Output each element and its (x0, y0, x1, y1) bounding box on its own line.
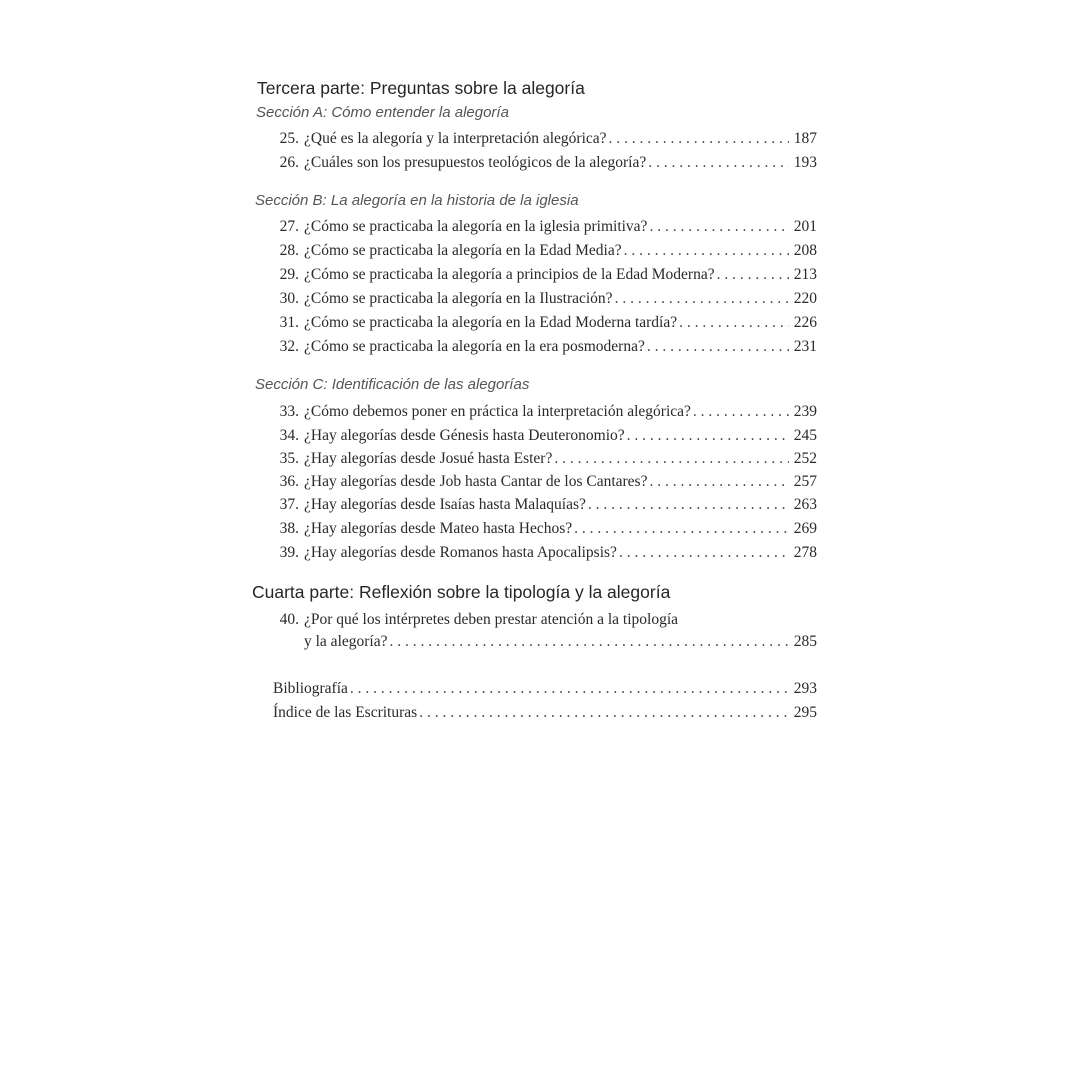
entry-number: 26. (279, 154, 299, 171)
entry-number: 25. (279, 130, 299, 147)
dot-leader (679, 314, 789, 332)
entry-page-number: 263 (793, 496, 817, 513)
entry-number: 35. (279, 450, 299, 467)
part-three-heading: Tercera parte: Preguntas sobre la alegoría (257, 78, 585, 98)
dot-leader (609, 130, 789, 148)
dot-leader (648, 154, 789, 172)
dot-leader (350, 680, 789, 698)
entry-page-number: 213 (793, 266, 817, 283)
toc-entry-32[interactable] (273, 338, 817, 360)
dot-leader (588, 496, 789, 514)
entry-title: ¿Cómo se practicaba la alegoría en la Edad Media? (304, 242, 622, 259)
entry-number: 30. (279, 290, 299, 307)
entry-page-number: 269 (793, 520, 817, 537)
entry-number: 29. (279, 266, 299, 283)
section-a-heading: Sección A: Cómo entender la alegoría (256, 104, 509, 121)
entry-title: ¿Hay alegorías desde Romanos hasta Apocalipsis? (304, 544, 617, 561)
entry-title: ¿Cómo se practicaba la alegoría en la era posmoderna? (304, 338, 645, 355)
entry-title: ¿Cómo debemos poner en práctica la interpretación alegórica? (304, 403, 691, 420)
toc-entry-bibliografia[interactable] (273, 680, 817, 702)
entry-title: ¿Cómo se practicaba la alegoría en la iglesia primitiva? (304, 218, 648, 235)
toc-entry-indice-escrituras[interactable] (273, 704, 817, 726)
dot-leader (649, 473, 788, 491)
dot-leader (649, 218, 788, 236)
entry-title: ¿Hay alegorías desde Mateo hasta Hechos? (304, 520, 573, 537)
dot-leader (647, 338, 789, 356)
entry-title: ¿Hay alegorías desde Génesis hasta Deuteronomio? (304, 427, 625, 444)
entry-title: Bibliografía (273, 680, 348, 697)
entry-page-number: 231 (793, 338, 817, 355)
entry-number: 28. (279, 242, 299, 259)
entry-number: 37. (279, 496, 299, 513)
entry-page-number: 252 (793, 450, 817, 467)
toc-entry-38[interactable] (273, 520, 817, 542)
toc-entry-27[interactable] (273, 218, 817, 240)
entry-number: 33. (279, 403, 299, 420)
entry-page-number: 257 (793, 473, 817, 490)
entry-title: ¿Hay alegorías desde Job hasta Cantar de los Cantares? (304, 473, 648, 490)
dot-leader (554, 450, 788, 468)
toc-entry-37[interactable] (273, 496, 817, 518)
entry-title-continuation: y la alegoría? (304, 633, 388, 650)
entry-number: 38. (279, 520, 299, 537)
entry-title: ¿Cuáles son los presupuestos teológicos de la alegoría? (304, 154, 647, 171)
entry-page-number: 278 (793, 544, 817, 561)
entry-page-number: 285 (793, 633, 817, 650)
toc-entry-36[interactable] (273, 473, 817, 495)
entry-title: ¿Hay alegorías desde Josué hasta Ester? (304, 450, 553, 467)
section-c-heading: Sección C: Identificación de las alegorías (255, 376, 530, 393)
dot-leader (627, 427, 789, 445)
toc-entry-28[interactable] (273, 242, 817, 264)
entry-page-number: 239 (793, 403, 817, 420)
toc-entry-26[interactable] (273, 154, 817, 176)
entry-page-number: 245 (793, 427, 817, 444)
entry-page-number: 220 (793, 290, 817, 307)
entry-title: ¿Cómo se practicaba la alegoría en la Ilustración? (304, 290, 613, 307)
toc-entry-39[interactable] (273, 544, 817, 566)
entry-number: 34. (279, 427, 299, 444)
entry-page-number: 187 (793, 130, 817, 147)
dot-leader (615, 290, 789, 308)
dot-leader (693, 403, 789, 421)
part-four-heading: Cuarta parte: Reflexión sobre la tipología y la alegoría (252, 582, 671, 602)
toc-entry-30[interactable] (273, 290, 817, 312)
entry-number: 40. (279, 611, 299, 628)
entry-page-number: 295 (793, 704, 817, 721)
entry-number: 36. (279, 473, 299, 490)
entry-number: 31. (279, 314, 299, 331)
entry-number: 32. (279, 338, 299, 355)
toc-entry-35[interactable] (273, 450, 817, 472)
entry-title: ¿Hay alegorías desde Isaías hasta Malaquías? (304, 496, 586, 513)
entry-page-number: 293 (793, 680, 817, 697)
toc-entry-40-line1[interactable] (273, 611, 678, 629)
dot-leader (624, 242, 789, 260)
entry-page-number: 208 (793, 242, 817, 259)
entry-title: ¿Cómo se practicaba la alegoría en la Edad Moderna tardía? (304, 314, 678, 331)
dot-leader (419, 704, 789, 722)
entry-title: Índice de las Escrituras (273, 704, 418, 721)
entry-number: 39. (279, 544, 299, 561)
entry-number: 27. (279, 218, 299, 235)
section-b-heading: Sección B: La alegoría en la historia de la iglesia (255, 192, 579, 209)
dot-leader (574, 520, 789, 538)
dot-leader (717, 266, 789, 284)
entry-title: ¿Qué es la alegoría y la interpretación alegórica? (304, 130, 607, 147)
toc-entry-31[interactable] (273, 314, 817, 336)
entry-title: ¿Cómo se practicaba la alegoría a principios de la Edad Moderna? (304, 266, 715, 283)
toc-entry-40-line2[interactable] (304, 633, 817, 655)
toc-entry-29[interactable] (273, 266, 817, 288)
entry-page-number: 226 (793, 314, 817, 331)
toc-entry-33[interactable] (273, 403, 817, 425)
toc-entry-34[interactable] (273, 427, 817, 449)
entry-page-number: 193 (793, 154, 817, 171)
dot-leader (389, 633, 788, 651)
entry-title: ¿Por qué los intérpretes deben prestar atención a la tipología (304, 611, 679, 628)
dot-leader (619, 544, 789, 562)
entry-page-number: 201 (793, 218, 817, 235)
toc-entry-25[interactable] (273, 130, 817, 152)
